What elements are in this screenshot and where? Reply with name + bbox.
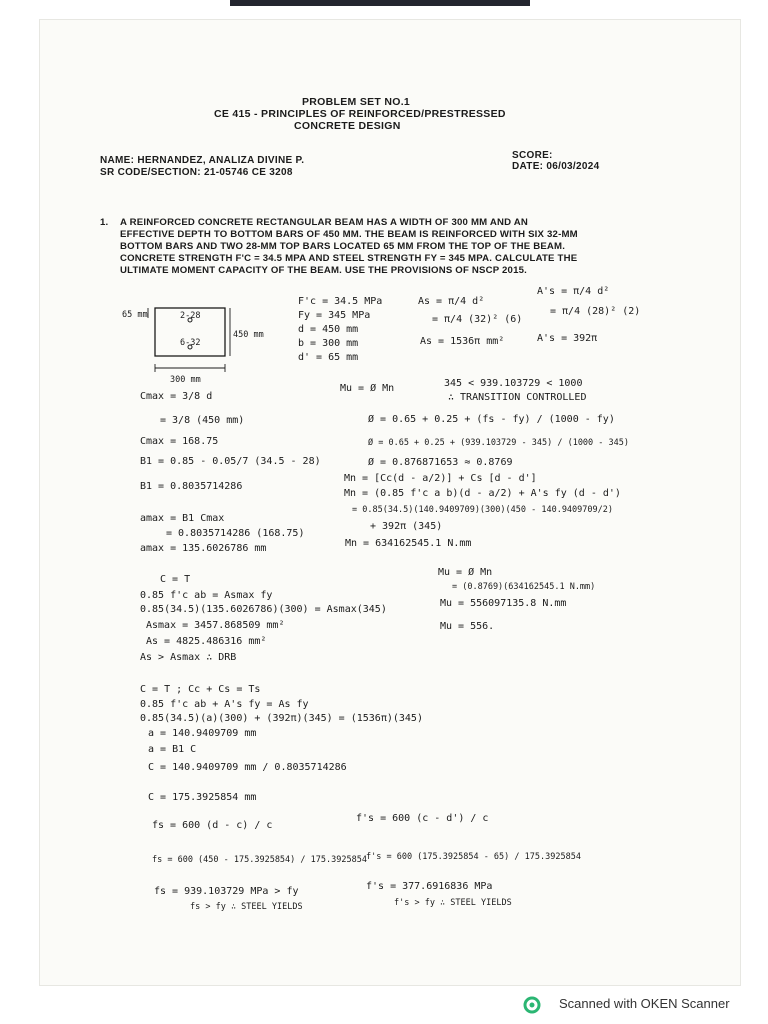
scanner-watermark: Scanned with OKEN Scanner (559, 996, 730, 1011)
fps-line: f's = 600 (c - d') / c (356, 813, 489, 824)
problem-line: A REINFORCED CONCRETE RECTANGULAR BEAM HAS A WIDTH OF 300 MM AND AN (120, 217, 528, 228)
phi-result: Ø = 0.876871653 ≈ 0.8769 (368, 457, 513, 468)
solve-line: 0.85(34.5)(a)(300) + (392π)(345) = (1536π)(345) (140, 713, 423, 724)
check-line: C = T (160, 574, 191, 585)
problem-line: ULTIMATE MOMENT CAPACITY OF THE BEAM. USE THE PROVISIONS OF NSCP 2015. (120, 265, 528, 276)
solve-line: C = 175.3925854 mm (148, 792, 257, 803)
fs-line: fs = 600 (450 - 175.3925854) / 175.3925854 (152, 855, 367, 865)
scanner-logo-icon (523, 996, 541, 1014)
cmax-line: = 3/8 (450 mm) (160, 415, 245, 426)
cmax-line: Cmax = 168.75 (140, 436, 219, 447)
mu-final: Mu = Ø Mn (438, 567, 493, 578)
mn-formula: Mn = [Cc(d - a/2)] + Cs [d - d'] (344, 473, 537, 484)
diagram-top-dim: 65 mm (122, 310, 148, 320)
check-line: As > Asmax ∴ DRB (140, 652, 237, 663)
beta-line: B1 = 0.85 - 0.05/7 (34.5 - 28) (140, 456, 321, 467)
top-edge-bar (230, 0, 530, 6)
fps-line: f's > fy ∴ STEEL YIELDS (394, 898, 512, 908)
as-substitution: = π/4 (32)² (6) (432, 314, 523, 325)
mn-formula: Mn = (0.85 f'c a b)(d - a/2) + A's fy (d - d') (344, 488, 621, 499)
mn-substitution: = 0.85(34.5)(140.9409709)(300)(450 - 140.9409709/2) (352, 505, 613, 515)
phi-formula: Ø = 0.65 + 0.25 + (fs - fy) / (1000 - fy) (368, 414, 615, 425)
amax-line: = 0.8035714286 (168.75) (166, 528, 305, 539)
diagram-width: 300 mm (170, 375, 201, 385)
given-value: F'c = 34.5 MPa (298, 296, 383, 307)
given-value: d' = 65 mm (298, 352, 359, 363)
diagram-top-bars: 2-28 (180, 311, 201, 321)
fs-line: fs = 939.103729 MPa > fy (154, 886, 299, 897)
sr-code: SR CODE/SECTION: 21-05746 CE 3208 (100, 167, 293, 178)
as-prime-formula: A's = π/4 d² (537, 286, 610, 297)
as-result: As = 1536π mm² (420, 336, 505, 347)
check-line: As = 4825.486316 mm² (146, 636, 267, 647)
given-value: b = 300 mm (298, 338, 359, 349)
solve-line: a = 140.9409709 mm (148, 728, 257, 739)
course-title: CE 415 - PRINCIPLES OF REINFORCED/PRESTRESSED (214, 108, 506, 120)
problem-line: CONCRETE STRENGTH F'C = 34.5 MPA AND STEEL STRENGTH FY = 345 MPA. CALCULATE THE (120, 253, 578, 264)
fs-line: fs > fy ∴ STEEL YIELDS (190, 902, 303, 912)
beta-line: B1 = 0.8035714286 (140, 481, 243, 492)
diagram-bottom-bars: 6-32 (180, 338, 201, 348)
given-value: Fy = 345 MPa (298, 310, 371, 321)
problem-line: EFFECTIVE DEPTH TO BOTTOM BARS OF 450 MM. THE BEAM IS REINFORCED WITH SIX 32-MM (120, 229, 578, 240)
amax-line: amax = B1 Cmax (140, 513, 225, 524)
mu-final: Mu = 556097135.8 N.mm (440, 598, 567, 609)
as-prime-substitution: = π/4 (28)² (2) (550, 306, 641, 317)
date-label: DATE: 06/03/2024 (512, 161, 600, 172)
fs-line: fs = 600 (d - c) / c (152, 820, 273, 831)
mu-line: ∴ TRANSITION CONTROLLED (448, 392, 587, 403)
amax-line: amax = 135.6026786 mm (140, 543, 267, 554)
student-name: NAME: HERNANDEZ, ANALIZA DIVINE P. (100, 155, 305, 166)
mu-final: Mu = 556. (440, 621, 495, 632)
mn-substitution: + 392π (345) (370, 521, 443, 532)
diagram-depth: 450 mm (233, 330, 264, 340)
mu-line: 345 < 939.103729 < 1000 (444, 378, 583, 389)
fps-line: f's = 600 (175.3925854 - 65) / 175.3925854 (366, 852, 581, 862)
solve-line: a = B1 C (148, 744, 197, 755)
given-value: d = 450 mm (298, 324, 359, 335)
solve-line: C = T ; Cc + Cs = Ts (140, 684, 261, 695)
as-prime-result: A's = 392π (537, 333, 598, 344)
check-line: Asmax = 3457.868509 mm² (146, 620, 285, 631)
fps-line: f's = 377.6916836 MPa (366, 881, 493, 892)
mu-final: = (0.8769)(634162545.1 N.mm) (452, 582, 596, 592)
mn-result: Mn = 634162545.1 N.mm (345, 538, 472, 549)
problem-number: 1. (100, 217, 109, 228)
cmax-line: Cmax = 3/8 d (140, 391, 213, 402)
solve-line: 0.85 f'c ab + A's fy = As fy (140, 699, 309, 710)
check-line: 0.85(34.5)(135.6026786)(300) = Asmax(345) (140, 604, 387, 615)
scanned-paper (40, 20, 740, 985)
phi-substitution: Ø = 0.65 + 0.25 + (939.103729 - 345) / (1000 - 345) (368, 438, 629, 448)
mu-line: Mu = Ø Mn (340, 383, 395, 394)
check-line: 0.85 f'c ab = Asmax fy (140, 590, 273, 601)
as-formula: As = π/4 d² (418, 296, 485, 307)
solve-line: C = 140.9409709 mm / 0.8035714286 (148, 762, 347, 773)
course-subtitle: CONCRETE DESIGN (294, 120, 401, 132)
problem-line: BOTTOM BARS AND TWO 28-MM TOP BARS LOCATED 65 MM FROM THE TOP OF THE BEAM. (120, 241, 566, 252)
problem-set-title: PROBLEM SET NO.1 (302, 96, 411, 108)
score-label: SCORE: (512, 150, 553, 161)
